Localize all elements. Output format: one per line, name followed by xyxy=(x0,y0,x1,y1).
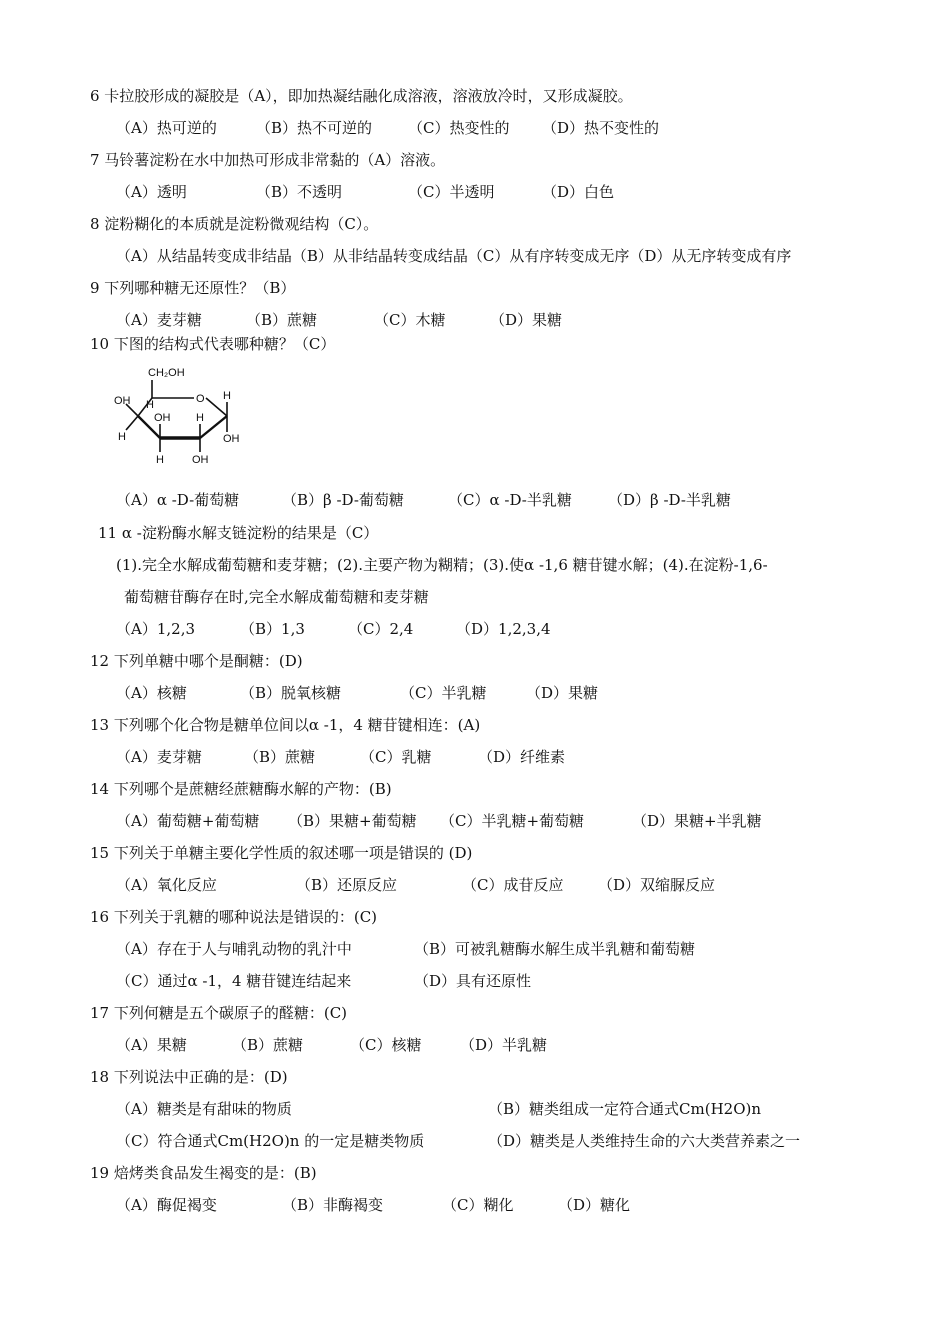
label-c5-h: H xyxy=(146,399,154,411)
question-16-options-row-1 xyxy=(116,939,695,959)
label-c4-oh: OH xyxy=(114,395,131,407)
option-a: （A）热可逆的 xyxy=(116,119,217,137)
option-c: （C）半乳糖 xyxy=(400,684,487,702)
option-d: （D）果糖 xyxy=(490,311,563,329)
question-6-options xyxy=(116,118,659,138)
option-a: （A）酶促褐变 xyxy=(116,1196,217,1214)
option-b: （B）非酶褐变 xyxy=(282,1196,384,1214)
option-a: （A）透明 xyxy=(116,183,187,201)
option-d: （D）热不变性的 xyxy=(542,119,660,137)
question-14-stem: 14 下列哪个是蔗糖经蔗糖酶水解的产物：(B) xyxy=(90,780,392,798)
option-b: （B）脱氧核糖 xyxy=(240,684,342,702)
option-b: （B）可被乳糖酶水解生成半乳糖和葡萄糖 xyxy=(414,940,696,958)
option-a: （A）葡萄糖+葡萄糖 xyxy=(116,812,260,830)
option-a: （A）1,2,3 xyxy=(116,620,195,638)
question-9-options xyxy=(116,310,562,330)
option-b: （B）果糖+葡萄糖 xyxy=(288,812,417,830)
label-c3-h: H xyxy=(156,454,164,466)
option-d: （D）糖化 xyxy=(558,1196,631,1214)
question-7-options xyxy=(116,182,614,202)
label-c3-oh: OH xyxy=(154,412,171,424)
option-c: （C）成苷反应 xyxy=(462,876,564,894)
question-18-options-row-2 xyxy=(116,1131,800,1151)
question-12-stem: 12 下列单糖中哪个是酮糖：(D) xyxy=(90,652,303,670)
option-d: （D）具有还原性 xyxy=(414,972,532,990)
option-b: （B）糖类组成一定符合通式Cm(H2O)n xyxy=(488,1100,762,1118)
option-d: （D）果糖 xyxy=(526,684,599,702)
question-17-options xyxy=(116,1035,547,1055)
option-a: （A）α -D-葡萄糖 xyxy=(116,491,240,509)
label-c4-h: H xyxy=(118,431,126,443)
question-18-options-row-1 xyxy=(116,1099,761,1119)
option-c: （C）木糖 xyxy=(374,311,446,329)
option-a: （A）氧化反应 xyxy=(116,876,217,894)
option-a: （A）糖类是有甜味的物质 xyxy=(116,1100,292,1118)
question-9-stem: 9 下列哪种糖无还原性？（B） xyxy=(90,279,296,297)
label-c2-oh: OH xyxy=(192,454,209,466)
option-b: （B）1,3 xyxy=(240,620,305,638)
label-ch2oh: CH₂OH xyxy=(148,367,185,379)
question-7-stem: 7 马铃薯淀粉在水中加热可形成非常黏的（A）溶液。 xyxy=(90,151,446,169)
option-c: （C）糊化 xyxy=(442,1196,514,1214)
question-8-stem: 8 淀粉糊化的本质就是淀粉微观结构（C）。 xyxy=(90,215,379,233)
option-b: （B）蔗糖 xyxy=(232,1036,304,1054)
question-14-options xyxy=(116,811,762,831)
option-d: （D）β -D-半乳糖 xyxy=(608,491,731,509)
question-8-options xyxy=(116,246,791,266)
label-ring-oxygen: O xyxy=(196,393,205,405)
question-19-options xyxy=(116,1195,630,1215)
question-16-stem: 16 下列关于乳糖的哪种说法是错误的：(C) xyxy=(90,908,378,926)
option-c: （C）符合通式Cm(H2O)n 的一定是糖类物质 xyxy=(116,1132,425,1150)
option-a: （A）核糖 xyxy=(116,684,187,702)
option-b: （B）β -D-葡萄糖 xyxy=(282,491,404,509)
label-c1-h: H xyxy=(223,390,231,402)
option-c: （C）半乳糖+葡萄糖 xyxy=(440,812,585,830)
question-11-stem: 11 α -淀粉酶水解支链淀粉的结果是（C） xyxy=(98,524,379,542)
option-a: （A）存在于人与哺乳动物的乳汁中 xyxy=(116,940,352,958)
question-13-options xyxy=(116,747,565,767)
option-c: （C）2,4 xyxy=(348,620,414,638)
question-13-stem: 13 下列哪个化合物是糖单位间以α -1，4 糖苷键相连：(A) xyxy=(90,716,481,734)
question-16-options-row-2 xyxy=(116,971,531,991)
option-c: （C）乳糖 xyxy=(360,748,432,766)
option-a: （A）麦芽糖 xyxy=(116,311,202,329)
question-19-stem: 19 焙烤类食品发生褐变的是：(B) xyxy=(90,1164,317,1182)
option-d: （D）白色 xyxy=(542,183,615,201)
option-b: （B）不透明 xyxy=(256,183,343,201)
option-b: （B）蔗糖 xyxy=(246,311,318,329)
galactose-structure-diagram xyxy=(112,358,252,468)
option-c: （C）通过α -1，4 糖苷键连结起来 xyxy=(116,972,352,990)
option-d: （D）1,2,3,4 xyxy=(456,620,551,638)
question-12-options xyxy=(116,683,598,703)
option-d: （D）糖类是人类维持生命的六大类营养素之一 xyxy=(488,1132,801,1150)
label-c1-oh: OH xyxy=(223,433,240,445)
option-c: （C）半透明 xyxy=(408,183,495,201)
label-c2-h: H xyxy=(196,412,204,424)
option-c: （C）α -D-半乳糖 xyxy=(448,491,572,509)
question-6-stem: 6 卡拉胶形成的凝胶是（A），即加热凝结融化成溶液，溶液放冷时，又形成凝胶。 xyxy=(90,87,633,105)
question-11-statements-2: 葡萄糖苷酶存在时,完全水解成葡萄糖和麦芽糖 xyxy=(124,588,429,606)
option-d: （D）双缩脲反应 xyxy=(598,876,716,894)
option-d: （D）果糖+半乳糖 xyxy=(632,812,762,830)
option-a: （A）麦芽糖 xyxy=(116,748,202,766)
option-d: （D）纤维素 xyxy=(478,748,566,766)
question-17-stem: 17 下列何糖是五个碳原子的醛糖：(C) xyxy=(90,1004,348,1022)
option-b: （B）热不可逆的 xyxy=(256,119,373,137)
question-11-options xyxy=(116,619,551,639)
question-10-stem: 10 下图的结构式代表哪种糖？（C） xyxy=(90,335,336,353)
option-a: （A）果糖 xyxy=(116,1036,187,1054)
option-c: （C）热变性的 xyxy=(408,119,510,137)
option-b: （B）蔗糖 xyxy=(244,748,316,766)
question-11-statements-1: (1).完全水解成葡萄糖和麦芽糖；(2).主要产物为糊精；(3).使α -1,6 糖苷键水解；(4).在淀粉-1,6- xyxy=(116,556,768,574)
question-15-options xyxy=(116,875,715,895)
option-line: （A）从结晶转变成非结晶（B）从非结晶转变成结晶（C）从有序转变成无序（D）从无序转变成有序 xyxy=(116,247,792,265)
option-b: （B）还原反应 xyxy=(296,876,398,894)
option-c: （C）核糖 xyxy=(350,1036,422,1054)
option-d: （D）半乳糖 xyxy=(460,1036,548,1054)
question-18-stem: 18 下列说法中正确的是：(D) xyxy=(90,1068,288,1086)
question-10-options xyxy=(116,490,731,510)
question-15-stem: 15 下列关于单糖主要化学性质的叙述哪一项是错误的 (D) xyxy=(90,844,473,862)
